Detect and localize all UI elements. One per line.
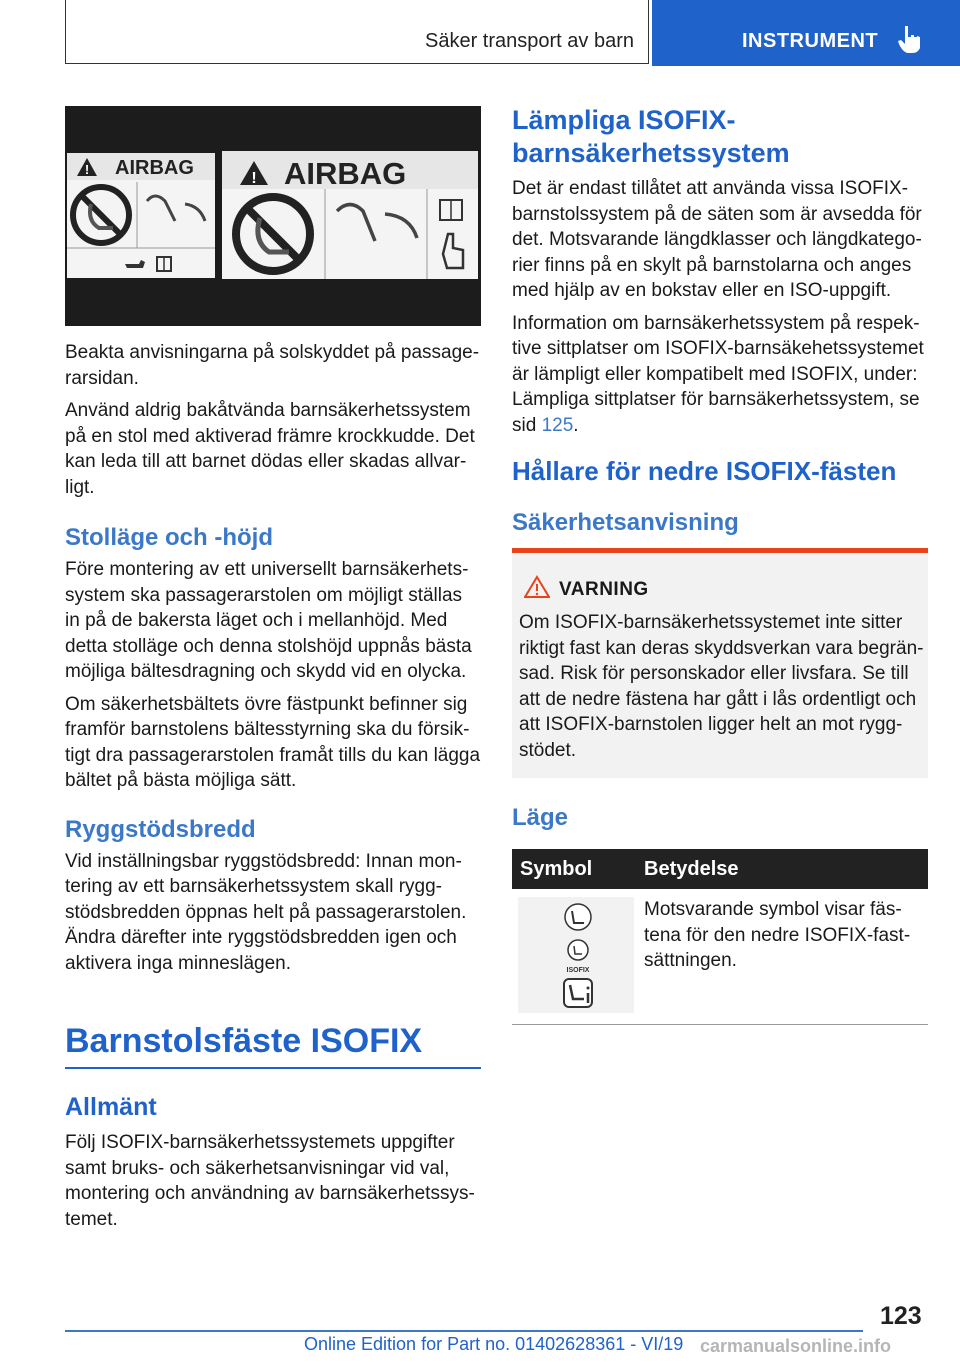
table-symbol-cell [518, 897, 634, 1013]
table-header [512, 849, 928, 889]
heading-safety-notice: Säkerhetsanvisning [512, 509, 739, 536]
left-column [65, 340, 481, 976]
paragraph-isofix-info: Information om barnsäkerhetssystem på respektive sittplatser om ISOFIX-barnsäkehetssystemet är lämpligt eller kompatibelt med ISOFIX, under: Lämpliga sittplatser för barnsäkerhetssystem, se sid 125. [512, 312, 924, 436]
warning-triangle-icon [524, 575, 550, 599]
right-column [512, 104, 928, 438]
heading-position: Läge [512, 804, 569, 831]
heading-general: Allmänt [65, 1093, 157, 1121]
header-chapter-tab[interactable] [652, 0, 960, 66]
heading-underline [65, 1067, 481, 1069]
paragraph-belt-anchor: Om säkerhetsbältets övre fästpunkt befinner sig framför barnstolens bältesstyrning ska du försiktigt dra passagerarstolen framåt tills du kan lägga bältet på bästa möjliga sätt. [65, 693, 481, 791]
page-reference-link[interactable]: 125 [541, 414, 574, 436]
paragraph-isofix-allowed: Det är endast tillåtet att använda vissa ISOFIX-barnstolssystem på de säten som är avsedda för det. Motsvarande längdklasser och längdkategorier finns på en skylt på barnstolarna och anges med hjälp av en bokstav eller en ISO-uppgift. [512, 178, 922, 301]
paragraph-general: Följ ISOFIX-barnsäkerhetssystemets uppgifter samt bruks- och säkerhetsanvisningar vid val, montering och användning av barnsäkerhetssystemet. [65, 1132, 475, 1230]
isofix-symbol-icon [518, 897, 634, 1013]
airbag-label-small: AIRBAG [115, 157, 194, 179]
table-col-meaning: Betydelse [644, 858, 739, 880]
isofix-icon-label: ISOFIX [566, 967, 590, 974]
heading-isofix-mount: Barnstolsfäste ISOFIX [65, 1022, 423, 1060]
header-section-title: Säker transport av barn [425, 30, 634, 52]
paragraph-rearward-warning: Använd aldrig bakåtvända barnsäkerhetssystem på en stol med aktiverad främre krockkudde. Det kan leda till att barnet dödas eller skadas allvarligt. [65, 400, 475, 498]
heading-backrest-width: Ryggstödsbredd [65, 815, 256, 843]
airbag-warning-label-image [65, 106, 481, 326]
footer-rule [65, 1330, 863, 1332]
table-col-symbol: Symbol [520, 858, 593, 880]
footer-watermark: carmanualsonline.info [700, 1336, 892, 1356]
svg-text:!: ! [251, 170, 257, 187]
table-meaning-cell: Motsvarande symbol visar fästena för den nedre ISOFIX-fastsättningen. [644, 899, 911, 971]
page-number: 123 [880, 1302, 922, 1330]
heading-seat-position: Stolläge och -höjd [65, 524, 273, 551]
footer-edition: Online Edition for Part no. 01402628361 - VI/19 [304, 1334, 684, 1354]
heading-suitable-isofix-line2: barnsäkerhetssystem [512, 138, 790, 168]
warning-title: VARNING [559, 579, 649, 600]
paragraph-sunvisor-note: Beakta anvisningarna på solskyddet på passagerarsidan. [65, 342, 480, 389]
header-chapter-title: INSTRUMENT [742, 30, 879, 52]
warning-box [512, 548, 928, 778]
pointing-hand-icon [896, 24, 922, 54]
header-section-box [65, 0, 649, 64]
svg-text:!: ! [84, 162, 90, 177]
airbag-label-large: AIRBAG [284, 156, 407, 191]
table-bottom-rule [512, 1024, 928, 1025]
heading-lower-isofix-holders: Hållare för nedre ISOFIX-fästen [512, 456, 897, 486]
paragraph-seat-position: Före montering av ett universellt barnsäkerhetssystem ska passagerarstolen om möjligt ställas in på de bakersta läget och i mellanhöjd. Med detta stolläge och denna stolshöjd uppnås bästa möjliga bältesdragning och skydd vid en olycka. [65, 559, 472, 682]
warning-text: Om ISOFIX-barnsäkerhetssystemet inte sitter riktigt fast kan deras skyddsverkan vara begränsad. Risk för personskador eller livsfara. Se till att de nedre fästena har gått i lås ordentligt och att ISOFIX-barnstolen ligger helt an mot ryggstödet. [519, 612, 924, 761]
paragraph-backrest-width: Vid inställningsbar ryggstödsbredd: Innan montering av ett barnsäkerhetssystem skall ryggstödsbredden öppnas helt på passagerarstolen. Ändra därefter inte ryggstödsbredden igen och aktivera inga minneslägen. [65, 850, 467, 974]
heading-suitable-isofix-line1: Lämpliga ISOFIX- [512, 105, 736, 135]
